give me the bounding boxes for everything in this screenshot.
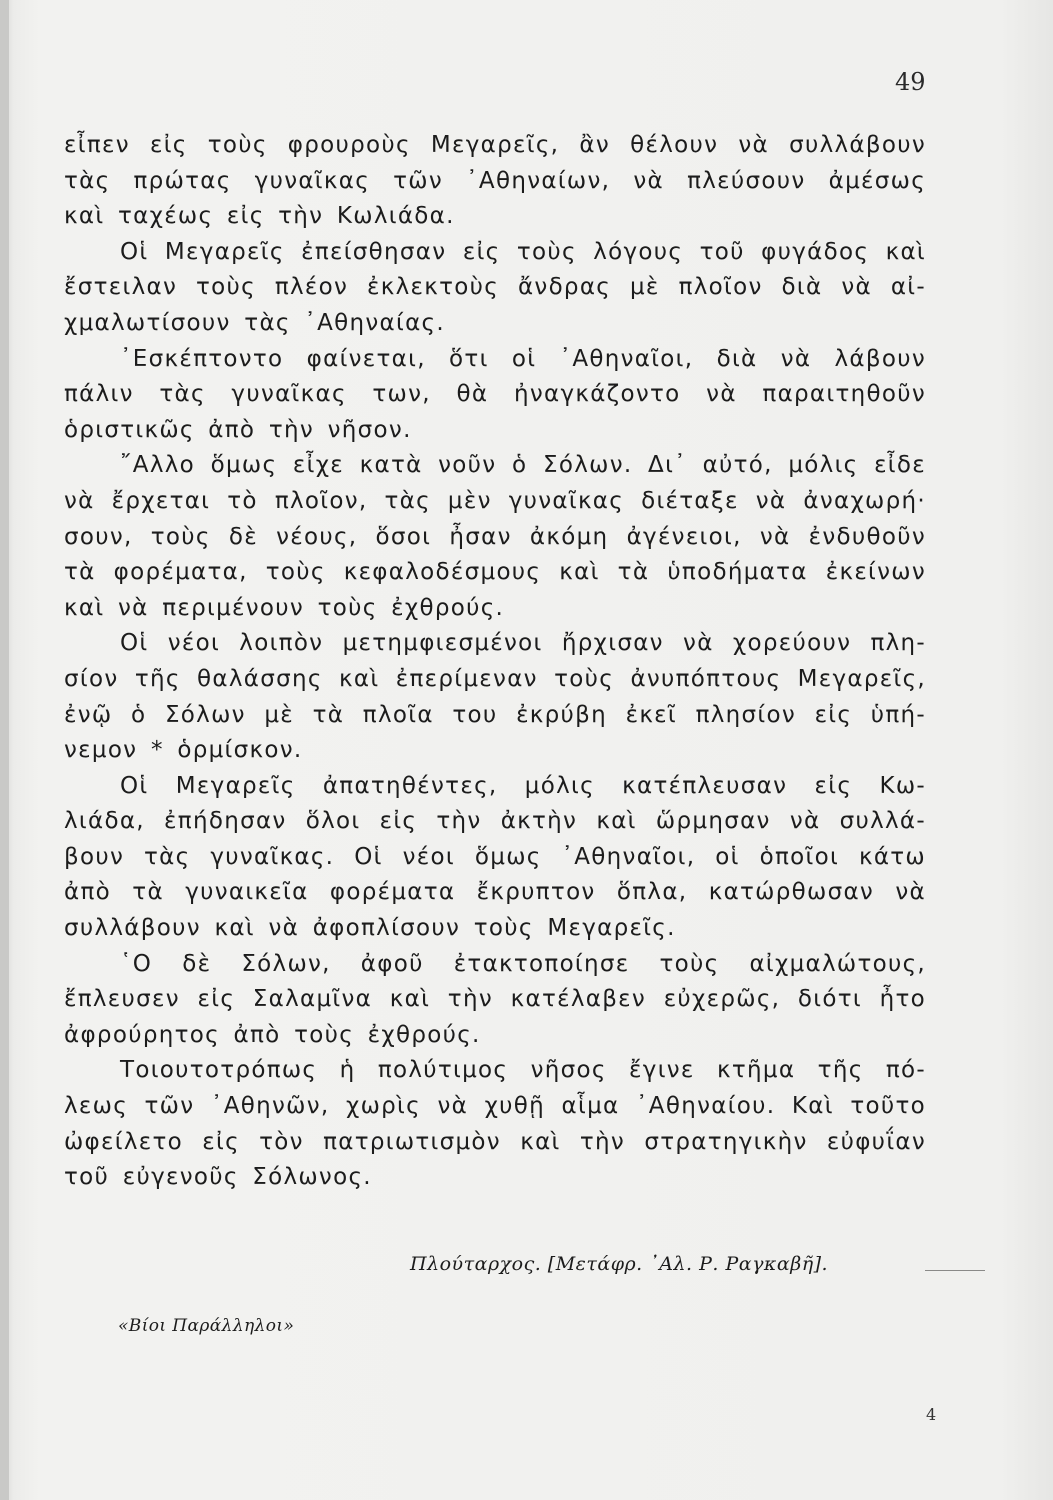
text-line: Οἱ νέοι λοιπὸν μετημφιεσμένοι ἤρχισαν νὰ χορεύουν πλη-: [120, 630, 926, 657]
attribution: Πλούταρχος. [Μετάφρ. ᾿Αλ. Ρ. Ραγκαβῆ].: [410, 1253, 829, 1275]
text-line: λεως τῶν ᾿Αθηνῶν, χωρὶς νὰ χυθῇ αἷμα ᾿Αθηναίου. Καὶ τοῦτο: [64, 1093, 926, 1120]
text-line: ὠφείλετο εἰς τὸν πατριωτισμὸν καὶ τὴν στρατηγικὴν εὐφυΐαν: [64, 1128, 926, 1155]
text-line: Οἱ Μεγαρεῖς ἀπατηθέντες, μόλις κατέπλευσαν εἰς Κω-: [120, 772, 926, 799]
text-line: τὰ φορέματα, τοὺς κεφαλοδέσμους καὶ τὰ ὑποδήματα ἐκείνων: [64, 559, 926, 586]
page-spine-shadow: [0, 0, 9, 1500]
page-number: 49: [895, 68, 926, 96]
text-line: καὶ ταχέως εἰς τὴν Κωλιάδα.: [64, 203, 455, 230]
text-line: καὶ νὰ περιμένουν τοὺς ἐχθρούς.: [64, 594, 505, 621]
text-line: συλλάβουν καὶ νὰ ἀφοπλίσουν τοὺς Μεγαρεῖς.: [64, 915, 676, 942]
body-text: [64, 128, 926, 1196]
text-line: χμαλωτίσουν τὰς ᾿Αθηναίας.: [64, 309, 445, 336]
text-line: Οἱ Μεγαρεῖς ἐπείσθησαν εἰς τοὺς λόγους τοῦ φυγάδος καὶ: [120, 238, 926, 265]
text-line: νὰ ἔρχεται τὸ πλοῖον, τὰς μὲν γυναῖκας διέταξε νὰ ἀναχωρή·: [64, 487, 926, 514]
text-line: τὰς πρώτας γυναῖκας τῶν ᾿Αθηναίων, νὰ πλεύσουν ἀμέσως: [64, 167, 926, 194]
text-line: ᾿Εσκέπτοντο φαίνεται, ὅτι οἱ ᾿Αθηναῖοι, διὰ νὰ λάβουν: [120, 345, 926, 372]
text-line: βουν τὰς γυναῖκας. Οἱ νέοι ὅμως ᾿Αθηναῖοι, οἱ ὁποῖοι κάτω: [64, 843, 926, 870]
text-line: ἀπὸ τὰ γυναικεῖα φορέματα ἔκρυπτον ὅπλα, κατώρθωσαν νὰ: [64, 879, 926, 906]
text-line: πάλιν τὰς γυναῖκας των, θὰ ἠναγκάζοντο νὰ παραιτηθοῦν: [64, 381, 926, 408]
text-line: σίον τῆς θαλάσσης καὶ ἐπερίμεναν τοὺς ἀνυπόπτους Μεγαρεῖς,: [64, 665, 926, 692]
signature-mark: 4: [926, 1405, 937, 1424]
text-line: σουν, τοὺς δὲ νέους, ὅσοι ἦσαν ἀκόμη ἀγένειοι, νὰ ἐνδυθοῦν: [64, 523, 926, 550]
text-line: ἔστειλαν τοὺς πλέον ἐκλεκτοὺς ἄνδρας μὲ πλοῖον διὰ νὰ αἰ-: [64, 274, 926, 301]
text-line: τοῦ εὐγενοῦς Σόλωνος.: [64, 1164, 372, 1191]
text-line: λιάδα, ἐπήδησαν ὅλοι εἰς τὴν ἀκτὴν καὶ ὥρμησαν νὰ συλλά-: [64, 808, 926, 835]
text-line: ῎Αλλο ὅμως εἶχε κατὰ νοῦν ὁ Σόλων. Δι᾿ αὐτό, μόλις εἶδε: [120, 452, 926, 479]
text-line: ἀφρούρητος ἀπὸ τοὺς ἐχθρούς.: [64, 1021, 481, 1048]
attribution-rule: [925, 1270, 985, 1271]
text-line: ῾Ο δὲ Σόλων, ἀφοῦ ἐτακτοποίησε τοὺς αἰχμαλώτους,: [120, 950, 926, 977]
text-line: ὁριστικῶς ἀπὸ τὴν νῆσον.: [64, 416, 412, 443]
text-line: ἔπλευσεν εἰς Σαλαμῖνα καὶ τὴν κατέλαβεν εὐχερῶς, διότι ἦτο: [64, 986, 926, 1013]
text-line: νεμον * ὁρμίσκον.: [64, 737, 303, 764]
text-line: ἐνῷ ὁ Σόλων μὲ τὰ πλοῖα του ἐκρύβη ἐκεῖ πλησίον εἰς ὑπή-: [64, 701, 926, 728]
source-title: «Βίοι Παράλληλοι»: [118, 1316, 295, 1336]
text-line: Τοιουτοτρόπως ἡ πολύτιμος νῆσος ἔγινε κτῆμα τῆς πό-: [120, 1057, 926, 1084]
text-line: εἶπεν εἰς τοὺς φρουροὺς Μεγαρεῖς, ἂν θέλουν νὰ συλλάβουν: [64, 132, 926, 158]
